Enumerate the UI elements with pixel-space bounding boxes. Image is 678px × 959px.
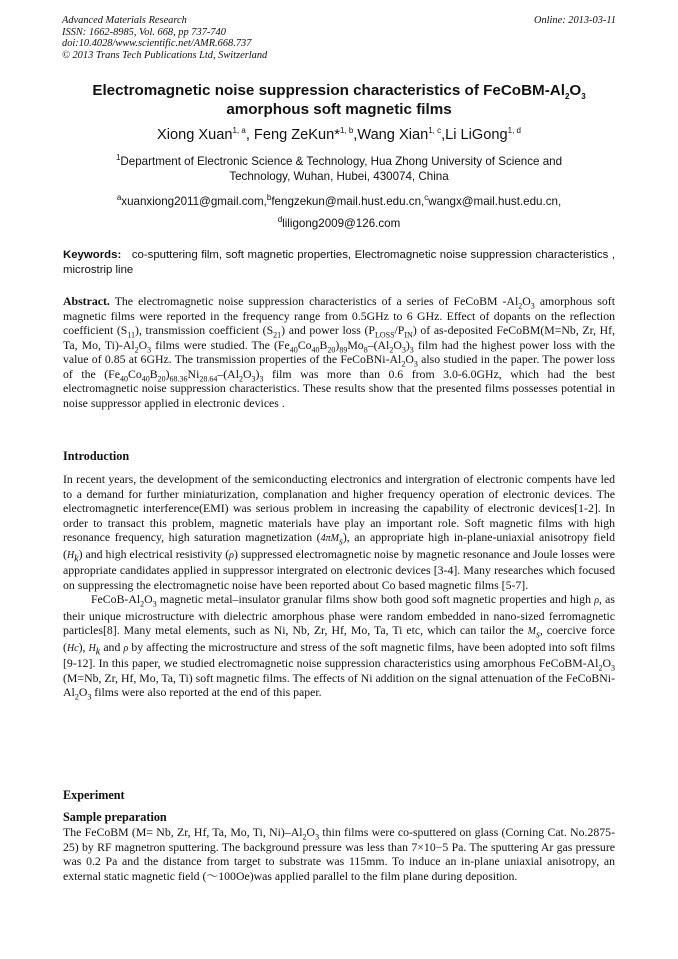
keywords-label: Keywords:: [63, 249, 122, 261]
author-list: Xiong Xuan$^{1, a}$, Feng ZeKun*$^{1, b}$,Wang Xian$^{1, c}$,Li LiGong$^{1, d}$: [157, 126, 521, 143]
experiment-heading: Experiment: [63, 788, 125, 802]
email-d[interactable]: liligong2009@126.com: [282, 217, 401, 230]
abstract-label: Abstract.: [63, 294, 110, 308]
journal-name: Advanced Materials Research: [62, 15, 187, 26]
author-emails: $^a$xuanxiong2011@gmail.com,$^b$fengzekun@mail.hust.edu.cn,$^c$wangx@mail.hust.edu.cn, $^d$liligong2009@126.com: [116, 193, 562, 230]
intro-paragraph-2: FeCoB-$Al_2O_3$ magnetic metal–insulator granular films show both good soft magnetic properties and high ρ, as their unique microstructure with dielectric amorphous phase were random embedded in nano-sized ferromagnetic particles[8]. Many metal elements, such as Ni, Nb, Zr, Hf, Mo, Ta, Ti etc, which can tailor the $M_s$, coercive force (Hc), $H_k$ and ρ by affecting the microstructure and stress of the soft magnetic films, have been adopted into soft films [9-12]. In this paper, we studied electromagnetic noise suppression characteristics using amorphous FeCoBM-$Al_2O_3$ (M=Nb, Zr, Hf, Mo, Ta, Ti) soft magnetic films. The effects of Ni addition on the signal attenuation of the FeCoBNi-$Al_2O_3$ films were also reported at the end of this paper.: [63, 592, 615, 702]
keywords: [63, 248, 615, 277]
email-b[interactable]: fengzekun@mail.hust.edu.cn,: [271, 195, 425, 208]
intro-paragraph-1: In recent years, the development of the semiconducting electronics and intergration of electronic compents have led to a demand for further miniaturization, complanation and higher frequency operation of electronic devices. The electromagnetic interference(EMI) was serious problem in increasing the capability of electronic devices[1-2]. In order to transact this problem, magnetic materials have play an important role. Soft magnetic films with high resonance frequency, high saturation magnetization $(4\pi M_s)$, an appropriate high in-plane-uniaxial anisotropy field $(H_k)$ and high electrical resistivity (ρ) suppressed electromagnetic noise by magnetic resonance and Joule losses were appropriate candidates applied in suppressor intergrated on electronic devices [3-4]. Many researches which focused on suppressing the electromagnetic noise have been reported about Co based magnetic films [5-7].: [63, 472, 615, 592]
introduction-heading: Introduction: [63, 449, 130, 463]
email-a[interactable]: xuanxiong2011@gmail.com,: [121, 195, 267, 208]
doi-line: doi:10.4028/www.scientific.net/AMR.668.737: [62, 38, 252, 50]
affiliation: $^1$Department of Electronic Science & Technology, Hua Zhong University of Science and Technology, Wuhan, Hubei, 430074, China: [115, 153, 563, 183]
issn-line: ISSN: 1662-8985, Vol. 668, pp 737-740: [62, 26, 226, 38]
email-c[interactable]: wangx@mail.hust.edu.cn,: [428, 195, 562, 208]
experiment-body: The FeCoBM (M= Nb, Zr, Hf, Ta, Mo, Ti, $Ni)-Al_2O_3$ thin films were co-sputtered on glass (Corning Cat. No.2875-25) by RF magnetron sputtering. The background pressure was less than 7×10−5 Pa. The sputtering Ar gas pressure was 0.2 Pa and the distance from target to substrate was 115mm. To induce an in-plane uniaxial anisotropy, an external static magnetic field (～100Oe)was applied parallel to the film plane during deposition.: [63, 825, 615, 883]
online-date: Online: 2013-03-11: [533, 15, 616, 26]
paper-title: Electromagnetic noise suppression characteristics of FeCoBM-$Al_2O_3$ amorphous soft magnetic films: [92, 82, 586, 118]
copyright-line: © 2013 Trans Tech Publications Ltd, Switzerland: [62, 49, 268, 61]
keywords-text: co-sputtering film, soft magnetic properties, Electromagnetic noise suppression characteristics , microstrip line: [63, 249, 615, 276]
abstract: Abstract. The electromagnetic noise suppression characteristics of a series of FeCoBM $-Al_2O_3$ amorphous soft magnetic films were reported in the frequency range from 0.5GHz to 6 GHz. Effect of dopants on the reflection coefficient $(S_{11})$, transmission coefficient $(S_{21})$ and power loss $(P_{LOSS}/P_{IN})$ of as-deposited FeCoBM(M=Nb, Zr, Hf, Ta, Mo, $Ti)-Al_2O_3$ films were studied. The $(Fe_{40}Co_{40}B_{20})_{89}Mo_8-(Al_2O_3)_3$ film had the highest power loss with the value of 0.85 at 6GHz. The transmission properties of the FeCoBNi-$Al_2O_3$ also studied in the paper. The power loss of the $(Fe_{40}Co_{40}B_{20})_{68.36}Ni_{28.64}-(Al_2O_3)_3$ film was more than 0.6 from 3.0-6.0GHz, which had the best electromagnetic noise suppression characteristics. These results show that the presented films possesses potential in noise suppressor applied in electronic devices .: [63, 294, 616, 410]
journal-header: [62, 15, 616, 61]
sample-preparation-heading: Sample preparation: [63, 810, 167, 824]
introduction-body: [63, 472, 615, 700]
